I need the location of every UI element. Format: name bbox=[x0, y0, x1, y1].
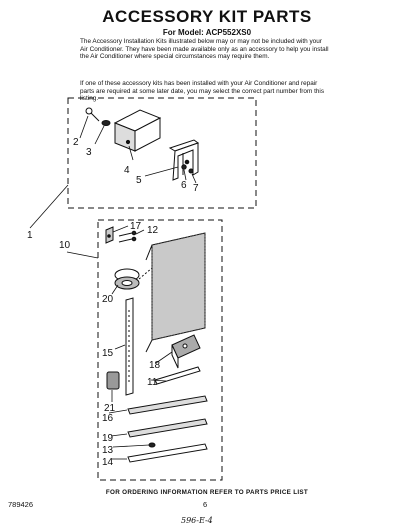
callout-1: 1 bbox=[27, 230, 33, 241]
kit1-nut-part bbox=[182, 165, 186, 169]
callout-12: 12 bbox=[147, 225, 159, 236]
kit1-small-screw-part bbox=[189, 169, 193, 173]
kit2-foam-part bbox=[107, 372, 119, 389]
kit1-dashed-box bbox=[68, 98, 256, 208]
callout-4: 4 bbox=[124, 165, 130, 176]
callout-2: 2 bbox=[73, 137, 79, 148]
kit2-washer-part bbox=[149, 443, 155, 447]
callout-11: 11 bbox=[147, 377, 158, 388]
kit1-corner-bracket-part bbox=[170, 140, 198, 180]
page-number: 6 bbox=[203, 500, 208, 509]
callout-17: 17 bbox=[130, 221, 142, 232]
kit2-angle-part bbox=[155, 367, 200, 384]
callout-13: 13 bbox=[102, 445, 114, 456]
callout-21: 21 bbox=[104, 403, 116, 414]
kit2-seal-part bbox=[128, 419, 207, 437]
callout-20: 20 bbox=[102, 294, 114, 305]
callout-16: 16 bbox=[102, 413, 114, 424]
kit2-block-part bbox=[172, 335, 200, 368]
callout-18: 18 bbox=[149, 360, 161, 371]
callout-5: 5 bbox=[136, 175, 142, 186]
kit2-gasket-roll-part bbox=[115, 268, 152, 289]
kit2-clip-part bbox=[106, 227, 113, 243]
kit2-strip-part bbox=[128, 396, 207, 414]
model-number: For Model: ACP552XS0 bbox=[162, 28, 252, 37]
kit2-panel-part bbox=[146, 233, 205, 352]
kit2-rail-part bbox=[126, 298, 133, 395]
callout-3: 3 bbox=[86, 147, 92, 158]
intro-paragraph-2: If one of these accessory kits has been installed with your Air Conditioner and repair parts are required at some later date, you may select the correct part number from this listing. bbox=[80, 80, 325, 103]
page-title: ACCESSORY KIT PARTS bbox=[102, 7, 312, 26]
ordering-info: FOR ORDERING INFORMATION REFER TO PARTS PRICE LIST bbox=[105, 489, 309, 496]
document-number: 789426 bbox=[8, 500, 34, 509]
kit1-top-bracket-part bbox=[115, 110, 160, 151]
kit1-washer-part bbox=[102, 121, 110, 126]
callout-6: 6 bbox=[181, 180, 187, 191]
handwritten-note: 596-E-4 bbox=[181, 516, 213, 525]
callout-15: 15 bbox=[102, 348, 114, 359]
callout-14: 14 bbox=[102, 457, 114, 468]
kit2-screws-part bbox=[119, 231, 136, 242]
kit2-channel-part bbox=[128, 444, 207, 462]
callout-7: 7 bbox=[193, 183, 199, 194]
intro-paragraph-1: The Accessory Installation Kits illustrated below may or may not be included with your Air Conditioner. They have been made available only as an accessory to help you install the Air Conditioner where special circumstances may require them. bbox=[80, 38, 329, 61]
kit1-screw-part bbox=[86, 108, 99, 121]
callout-10: 10 bbox=[59, 240, 71, 251]
callout-19: 19 bbox=[102, 433, 114, 444]
